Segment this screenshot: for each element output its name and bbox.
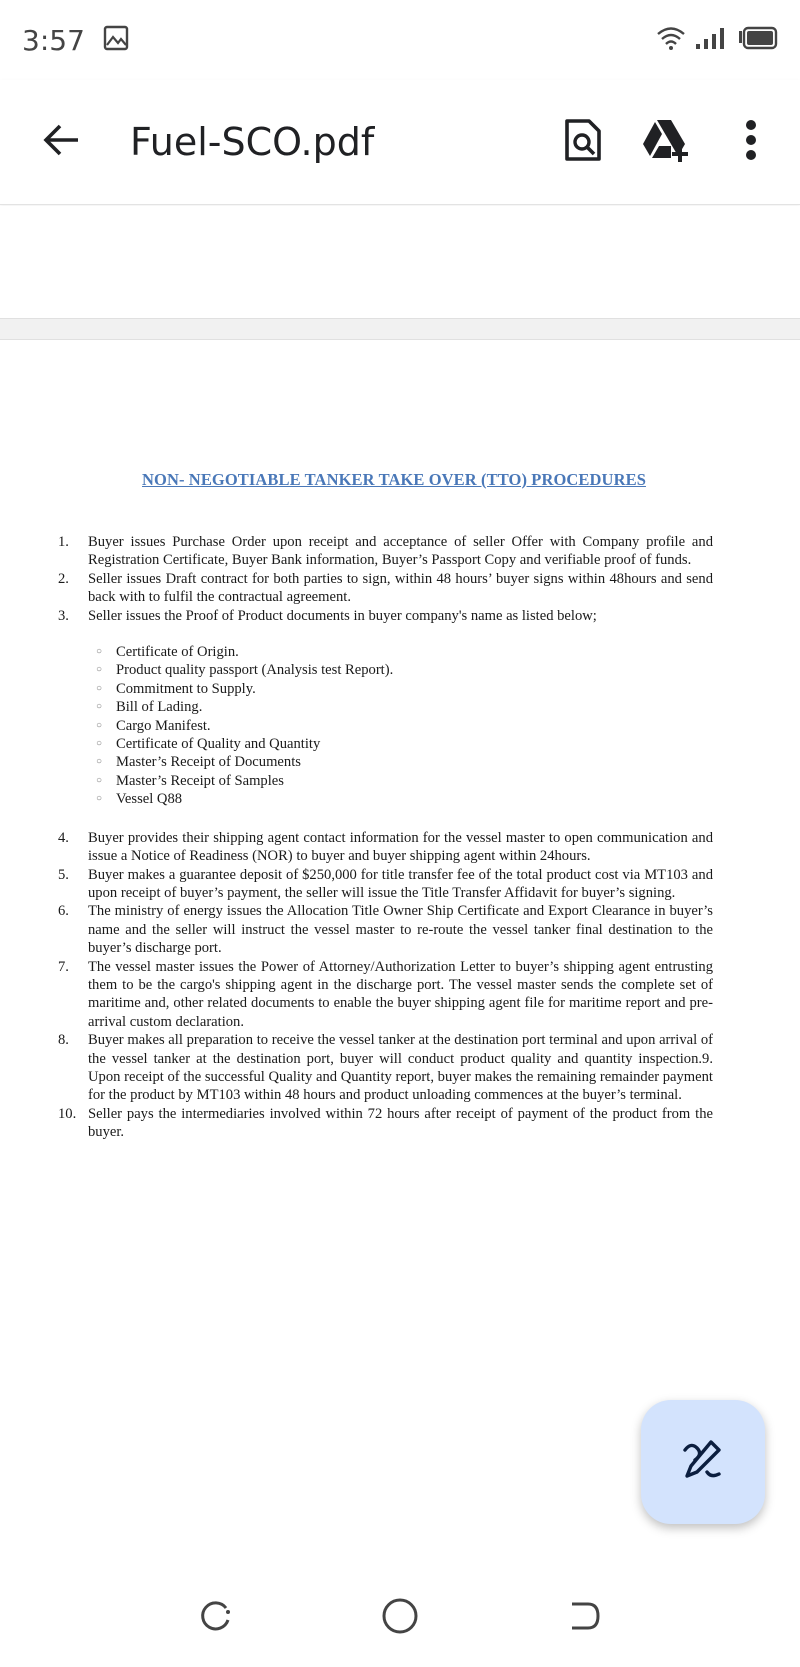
document-heading: NON- NEGOTIABLE TANKER TAKE OVER (TTO) PROCEDURES	[142, 470, 646, 489]
bullet-icon: ○	[96, 738, 103, 750]
list-item-text: Seller pays the intermediaries involved within 72 hours after receipt of payment of the product from the buyer.	[88, 1105, 713, 1141]
home-button[interactable]	[378, 1597, 422, 1641]
sublist-item	[96, 717, 713, 735]
document-body	[58, 533, 713, 1142]
battery-icon	[738, 25, 778, 56]
sublist-item-text: Commitment to Supply.	[116, 680, 256, 697]
back-arrow-icon	[42, 120, 82, 165]
sublist-item-text: Vessel Q88	[116, 791, 183, 808]
sublist-item-text: Certificate of Origin.	[116, 644, 239, 661]
status-time: 3:57	[22, 23, 85, 57]
back-icon	[566, 1598, 602, 1639]
add-to-drive-button[interactable]	[638, 113, 696, 171]
find-in-document-button[interactable]	[554, 113, 612, 171]
pdf-page[interactable]	[0, 341, 800, 1581]
recents-icon	[198, 1598, 234, 1639]
list-item-number: 10.	[58, 1105, 77, 1122]
sublist-item	[96, 643, 713, 661]
list-item	[58, 533, 713, 570]
sublist-item	[96, 790, 713, 808]
list-item-text: The ministry of energy issues the Allocation Title Owner Ship Certificate and Export Clearance in buyer’s name and the seller will instruct the vessel master to re-route the vessel tanker final destination to the buyer’s discharge port.	[88, 903, 713, 957]
sublist-item	[96, 661, 713, 679]
edit-pen-icon	[681, 1438, 725, 1487]
sublist-item-text: Cargo Manifest.	[116, 717, 211, 734]
previous-page-tail	[0, 206, 800, 318]
more-options-button[interactable]	[722, 113, 780, 171]
status-left	[22, 24, 129, 57]
wifi-icon	[656, 25, 686, 56]
list-item-number: 6.	[58, 903, 69, 920]
list-item-text: Buyer issues Purchase Order upon receipt and acceptance of seller Offer with Company profile and Registration Certificate, Buyer Bank information, Buyer’s Passport Copy and verifiable proof of funds.	[88, 534, 713, 569]
home-icon	[381, 1597, 419, 1640]
bullet-icon: ○	[96, 719, 103, 731]
list-item-text: The vessel master issues the Power of Attorney/Authorization Letter to buyer’s shipping agent entrusting them to be the cargo's shipping agent in the discharge port. The vessel master sends the complete set of maritime and, other related documents to enable the buyer shipping agent file for maritime report and pre-arrival custom declaration.	[88, 958, 713, 1030]
app-actions	[554, 113, 780, 171]
list-item-text: Seller issues the Proof of Product documents in buyer company's name as listed below;	[88, 607, 597, 624]
list-item-text: Seller issues Draft contract for both parties to sign, within 48 hours’ buyer signs within 48hours and send back with to fulfil the contractual agreement.	[88, 570, 713, 606]
page-separator	[0, 318, 800, 340]
recents-button[interactable]	[194, 1597, 238, 1641]
list-item	[58, 958, 713, 1032]
list-item-number: 8.	[58, 1032, 69, 1049]
bullet-icon: ○	[96, 756, 103, 768]
list-item-text: Buyer makes a guarantee deposit of $250,000 for title transfer fee of the total product cost via MT103 and upon receipt of buyer’s payment, the seller will issue the Title Transfer Affidavit for buyer’s signing.	[88, 866, 713, 901]
list-item	[58, 1105, 713, 1142]
system-nav-bar	[0, 1570, 800, 1667]
edit-fab-button[interactable]	[641, 1400, 765, 1524]
list-item-number: 1.	[58, 534, 69, 550]
document-search-icon	[563, 117, 603, 168]
document-title: Fuel-SCO.pdf	[130, 120, 375, 164]
drive-add-icon	[641, 118, 693, 167]
more-vert-icon	[744, 120, 758, 165]
status-right	[656, 25, 778, 56]
list-item	[58, 902, 713, 957]
bullet-icon: ○	[96, 701, 103, 713]
list-item	[58, 607, 713, 625]
sublist-item-text: Product quality passport (Analysis test Report).	[116, 662, 394, 679]
bullet-icon: ○	[96, 774, 103, 786]
bullet-icon: ○	[96, 793, 103, 805]
sublist-item-text: Bill of Lading.	[116, 699, 203, 716]
bullet-icon: ○	[96, 664, 103, 676]
bullet-icon: ○	[96, 646, 103, 658]
sublist-item	[96, 680, 713, 698]
sublist-item	[96, 735, 713, 753]
signal-icon	[694, 25, 730, 56]
back-button[interactable]	[30, 110, 94, 174]
list-item-number: 3.	[58, 607, 69, 624]
list-item-number: 2.	[58, 570, 69, 587]
status-bar	[0, 0, 800, 80]
sublist-item	[96, 753, 713, 771]
app-bar	[0, 80, 800, 205]
sublist-item	[96, 772, 713, 790]
document-sublist	[96, 643, 713, 809]
nav-back-button[interactable]	[562, 1597, 606, 1641]
sublist-item-text: Master’s Receipt of Samples	[116, 772, 284, 789]
sublist-item	[96, 698, 713, 716]
list-item-text: Buyer provides their shipping agent contact information for the vessel master to open communication and issue a Notice of Readiness (NOR) to buyer and buyer shipping agent within 24hours.	[88, 829, 713, 865]
list-item-number: 4.	[58, 829, 69, 846]
bullet-icon: ○	[96, 682, 103, 694]
list-item-number: 5.	[58, 866, 69, 883]
sublist-item-text: Master’s Receipt of Documents	[116, 754, 301, 771]
list-item	[58, 570, 713, 607]
image-notification-icon	[103, 25, 129, 56]
list-item	[58, 866, 713, 903]
list-item-number: 7.	[58, 958, 69, 975]
list-item	[58, 829, 713, 866]
sublist-item-text: Certificate of Quality and Quantity	[116, 736, 321, 753]
list-item	[58, 1031, 713, 1105]
list-item-text: Buyer makes all preparation to receive the vessel tanker at the destination port terminal and upon arrival of the vessel tanker at the destination port, buyer will conduct product quality and quantity inspection.9. Upon receipt of the successful Quality and Quantity report, buyer makes the remaining remainder payment for the product by MT103 within 48 hours and product unloading commences at the buyer’s terminal.	[88, 1032, 713, 1104]
